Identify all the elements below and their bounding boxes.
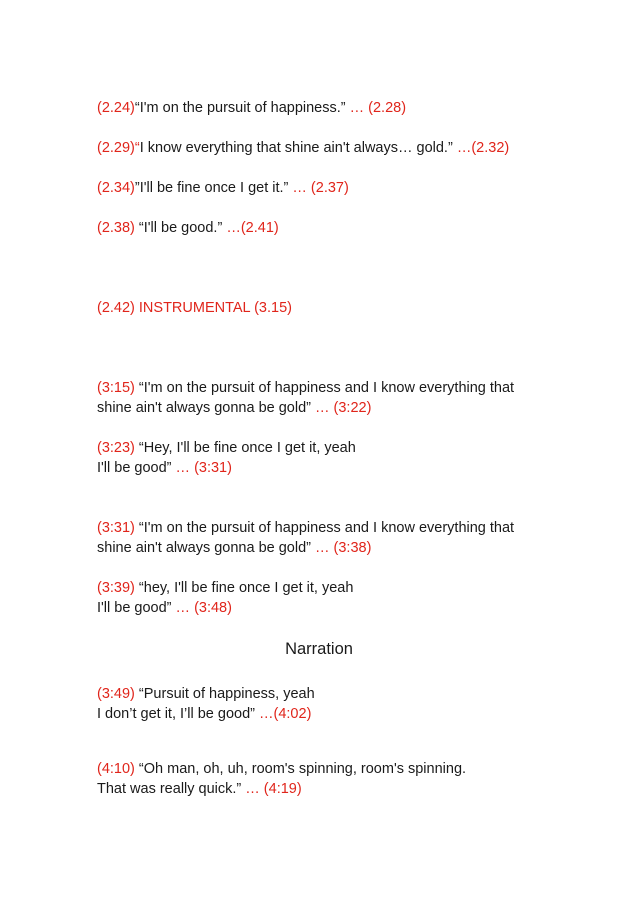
lyric-text: “Oh man, oh, uh, room's spinning, room's spinning. [138,761,467,777]
lyric-text: shine ain't always gonna be gold” [97,540,315,556]
lyric-text: I'll be good” [97,600,176,616]
start-timestamp: (2.24) [97,100,135,116]
start-timestamp: (3:39) [97,580,139,596]
end-timestamp: …(4:02) [259,706,312,722]
end-timestamp: …(2.32) [456,140,510,156]
lyric-text: “hey, I'll be fine once I get it, yeah [138,580,354,596]
end-timestamp: … (2.37) [292,180,349,196]
end-timestamp: … (4:19) [245,781,302,797]
instrumental-line: (2.42) INSTRUMENTAL (3.15) [97,300,292,316]
verse-block [97,578,567,618]
lyric-text: “I'm on the pursuit of happiness and I know everything that [138,380,515,396]
lyric-text: shine ain't always gonna be gold” [97,400,315,416]
verse-block [97,378,567,418]
lyric-text: That was really quick.” [97,781,246,797]
start-timestamp: (3:49) [97,686,139,702]
lyric-text: “Hey, I'll be fine once I get it, yeah [138,440,356,456]
lyric-line [97,218,567,238]
narration-block [97,684,567,724]
lyric-text: “I'm on the pursuit of happiness.” [134,100,350,116]
end-timestamp: …(2.41) [226,220,279,236]
end-timestamp: … (3:38) [315,540,372,556]
start-timestamp: (2.34) [97,180,135,196]
start-timestamp: (3:23) [97,440,139,456]
lyric-line [97,98,567,118]
start-timestamp: (2.38) [97,220,139,236]
end-timestamp: … (3:48) [175,600,232,616]
lyric-line [97,138,567,158]
narration-block [97,759,567,799]
lyric-text: “I'll be good.” [138,220,227,236]
start-timestamp: (2.29)“ [97,140,140,156]
start-timestamp: (3:31) [97,520,139,536]
start-timestamp: (4:10) [97,761,139,777]
narration-heading: Narration [285,640,353,658]
lyric-text: “I'm on the pursuit of happiness and I know everything that [138,520,515,536]
end-timestamp: … (3:31) [175,460,232,476]
end-timestamp: … (2.28) [349,100,407,116]
lyric-text: “Pursuit of happiness, yeah [138,686,315,702]
verse-block [97,518,567,558]
lyric-line [97,178,567,198]
verse-block [97,438,567,478]
lyric-text: I know everything that shine ain't always… gold.” [139,140,457,156]
lyric-text: I don’t get it, I’ll be good” [97,706,260,722]
end-timestamp: … (3:22) [315,400,372,416]
start-timestamp: (3:15) [97,380,139,396]
lyric-text: ”I'll be fine once I get it.” [134,180,293,196]
lyric-text: I'll be good” [97,460,176,476]
